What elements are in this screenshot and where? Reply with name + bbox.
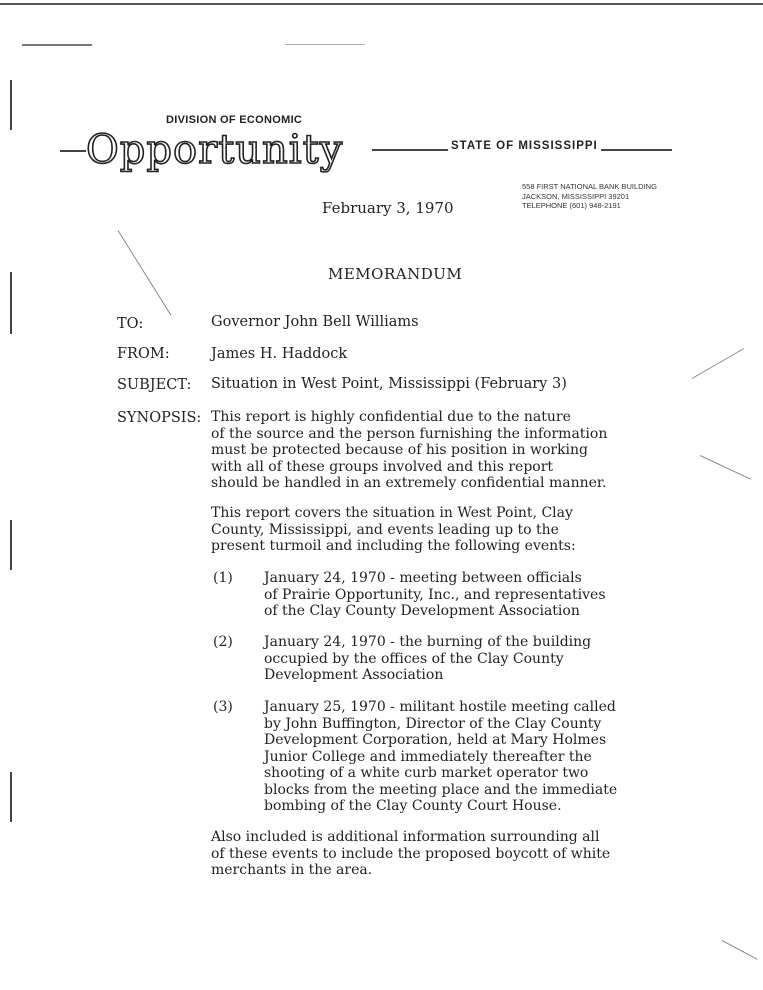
margin-mark [10,272,12,334]
letterhead-division: DIVISION OF ECONOMIC [166,114,303,126]
to-label: TO: [117,316,144,332]
event-item [264,699,617,815]
event-line: of the Clay County Development Association [264,603,580,619]
closing-line: of these events to include the proposed boycott of white [211,845,611,862]
memo-date: February 3, 1970 [322,199,454,217]
coverage-line: This report covers the situation in West Point, Clay [211,505,573,521]
to-value: Governor John Bell Williams [211,314,419,330]
event-line: Development Corporation, held at Mary Holmes [264,732,607,748]
event-line: blocks from the meeting place and the immediate [264,781,618,798]
from-label: FROM: [117,346,170,362]
letterhead-state: STATE OF MISSISSIPPI [448,140,601,152]
event-number: (1) [213,570,233,586]
scan-line-diagonal [118,230,172,315]
margin-mark [10,772,12,822]
event-item [264,634,591,684]
synopsis-label: SYNOPSIS: [117,410,202,426]
coverage-line: County, Mississippi, and events leading up to the [211,521,559,538]
synopsis-line: of the source and the person furnishing the information [211,425,608,442]
closing-line: Also included is additional information surrounding all [211,829,600,845]
address-line: TELEPHONE (601) 948-2191 [522,201,621,210]
margin-mark [10,520,12,570]
event-line: occupied by the offices of the Clay County [264,650,564,667]
event-line: bombing of the Clay County Court House. [264,798,562,814]
from-value: James H. Haddock [211,346,348,362]
address-line: JACKSON, MISSISSIPPI 39201 [522,191,630,201]
scan-edge-line [0,3,763,5]
address-line: 558 FIRST NATIONAL BANK BUILDING [522,182,657,191]
synopsis-line: with all of these groups involved and this report [211,458,554,475]
scan-smudge [22,44,92,46]
event-line: Development Association [264,667,444,683]
synopsis-line: must be protected because of his position in working [211,442,589,458]
closing-line: merchants in the area. [211,862,373,878]
letterhead-masthead [60,128,680,172]
letterhead-wordmark: Opportunity [86,127,344,173]
margin-mark [10,80,12,130]
event-line: shooting of a white curb market operator two [264,765,589,781]
coverage-paragraph [211,505,631,555]
masthead-rule-left [60,150,86,152]
synopsis-line: should be handled in an extremely confidential manner. [211,475,607,491]
event-number: (3) [213,699,233,715]
event-item [264,570,606,620]
subject-label: SUBJECT: [117,377,192,393]
scan-smudge [285,44,365,45]
letterhead-address [522,182,657,211]
scan-line-diagonal [692,348,744,379]
scan-line-diagonal [722,940,758,960]
event-line: January 24, 1970 - the burning of the building [264,634,592,650]
memo-title: MEMORANDUM [328,265,463,283]
synopsis-line: This report is highly confidential due to the nature [211,409,571,425]
event-line: of Prairie Opportunity, Inc., and representatives [264,586,606,603]
event-line: January 24, 1970 - meeting between officials [264,570,582,586]
coverage-line: present turmoil and including the following events: [211,538,576,554]
subject-value: Situation in West Point, Mississippi (February 3) [211,376,567,392]
synopsis-paragraph [211,409,631,492]
event-line: January 25, 1970 - militant hostile meeting called [264,699,616,715]
closing-paragraph [211,829,631,879]
event-number: (2) [213,634,233,650]
event-line: by John Buffington, Director of the Clay County [264,715,602,732]
scan-line-diagonal [700,455,751,480]
event-line: Junior College and immediately thereafter the [264,748,592,765]
